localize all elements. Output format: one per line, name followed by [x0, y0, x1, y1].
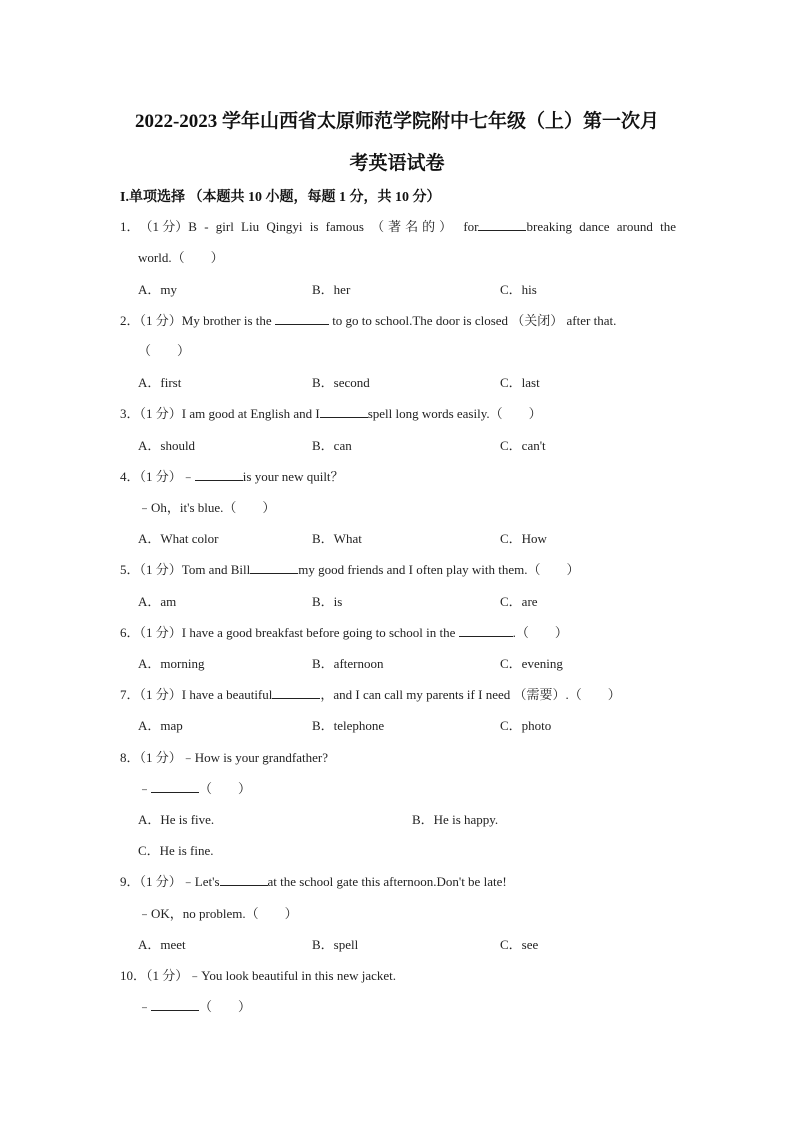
option-c: C．He is fine. [138, 843, 214, 858]
question-number: 7． [120, 687, 140, 702]
option-b: B．He is happy. [412, 812, 499, 827]
question-score: （1 分） [139, 313, 182, 328]
question-9-reply: ﹣OK，no problem.（ ） [138, 906, 298, 921]
question-10: 10．（1 分）﹣You look beautiful in this new jacket. [120, 968, 397, 983]
question-score: （1 分） [139, 625, 182, 640]
answer-blank [151, 999, 199, 1011]
option-c: C．last [500, 375, 540, 390]
question-7: 7．（1 分）I have a beautiful ，and I can call my parents if I need （需要）.（ ） [120, 687, 621, 702]
option-b: B．afternoon [312, 656, 384, 671]
question-2-continuation: （ ） [138, 343, 191, 358]
option-a: A．What color [138, 531, 219, 546]
exam-title-line2: 考英语试卷 [349, 153, 445, 174]
question-score: （1 分） [139, 469, 182, 484]
exam-title-line1: 2022-2023 学年山西省太原师范学院附中七年级（上）第一次月 [134, 111, 660, 132]
question-number: 1． [120, 219, 140, 234]
question-score: （1 分） [139, 874, 182, 889]
answer-blank [478, 219, 526, 231]
option-a: A．first [138, 375, 182, 390]
question-10-reply: ﹣ （ ） [138, 999, 252, 1014]
question-2: 2．（1 分）My brother is the to go to school.The door is closed （关闭） after that. [120, 313, 617, 328]
option-b: B．is [312, 594, 343, 609]
option-c: C．can't [500, 438, 546, 453]
option-b: B．What [312, 531, 362, 546]
option-a: A．my [138, 282, 178, 297]
option-b: B．telephone [312, 718, 385, 733]
option-a: A．am [138, 594, 177, 609]
option-a: A．meet [138, 937, 186, 952]
answer-blank [220, 874, 268, 886]
option-c: C．evening [500, 656, 563, 671]
option-a: A．He is five. [138, 812, 215, 827]
answer-blank [195, 469, 243, 481]
question-3: 3．（1 分）I am good at English and I spell long words easily.（ ） [120, 406, 542, 421]
question-1 [120, 219, 676, 235]
question-score: （1 分） [139, 562, 182, 577]
question-number: 6． [120, 625, 140, 640]
option-b: B．her [312, 282, 351, 297]
question-1-continuation: world.（ ） [138, 250, 224, 265]
question-number: 4． [120, 469, 140, 484]
question-score: （1 分） [139, 750, 182, 765]
option-c: C．How [500, 531, 547, 546]
question-number: 5． [120, 562, 140, 577]
answer-blank [275, 313, 329, 325]
option-a: A．should [138, 438, 196, 453]
option-b: B．can [312, 438, 352, 453]
question-4-reply: ﹣Oh，it's blue.（ ） [138, 500, 276, 515]
option-a: A．map [138, 718, 183, 733]
option-b: B．second [312, 375, 370, 390]
question-score: （1 分） [139, 406, 182, 421]
question-4: 4．（1 分）﹣ is your new quilt？ [120, 469, 344, 484]
question-number: 10． [120, 968, 147, 983]
question-5: 5．（1 分）Tom and Bill my good friends and I often play with them.（ ） [120, 562, 580, 577]
question-8: 8．（1 分）﹣How is your grandfather? [120, 750, 328, 765]
question-text: B - girl Liu Qingyi is famous （著名的） for breaking dance around the [188, 219, 676, 234]
answer-blank [151, 781, 199, 793]
answer-blank [272, 687, 320, 699]
question-number: 8． [120, 750, 140, 765]
option-a: A．morning [138, 656, 205, 671]
question-number: 9． [120, 874, 140, 889]
answer-blank [459, 625, 513, 637]
question-number: 2． [120, 313, 140, 328]
option-c: C．his [500, 282, 537, 297]
question-6: 6．（1 分）I have a good breakfast before going to school in the .（ ） [120, 625, 568, 640]
question-9: 9．（1 分）﹣Let's at the school gate this afternoon.Don't be late! [120, 874, 507, 889]
question-score: （1 分） [139, 219, 189, 234]
option-b: B．spell [312, 937, 359, 952]
option-c: C．see [500, 937, 539, 952]
answer-blank [250, 562, 298, 574]
option-c: C．photo [500, 718, 552, 733]
question-score: （1 分） [139, 687, 182, 702]
question-8-reply: ﹣ （ ） [138, 781, 252, 796]
answer-blank [320, 406, 368, 418]
question-score: （1 分） [146, 968, 189, 983]
section-heading: I.单项选择 （本题共 10 小题，每题 1 分，共 10 分） [120, 190, 441, 205]
question-number: 3． [120, 406, 140, 421]
option-c: C．are [500, 594, 538, 609]
